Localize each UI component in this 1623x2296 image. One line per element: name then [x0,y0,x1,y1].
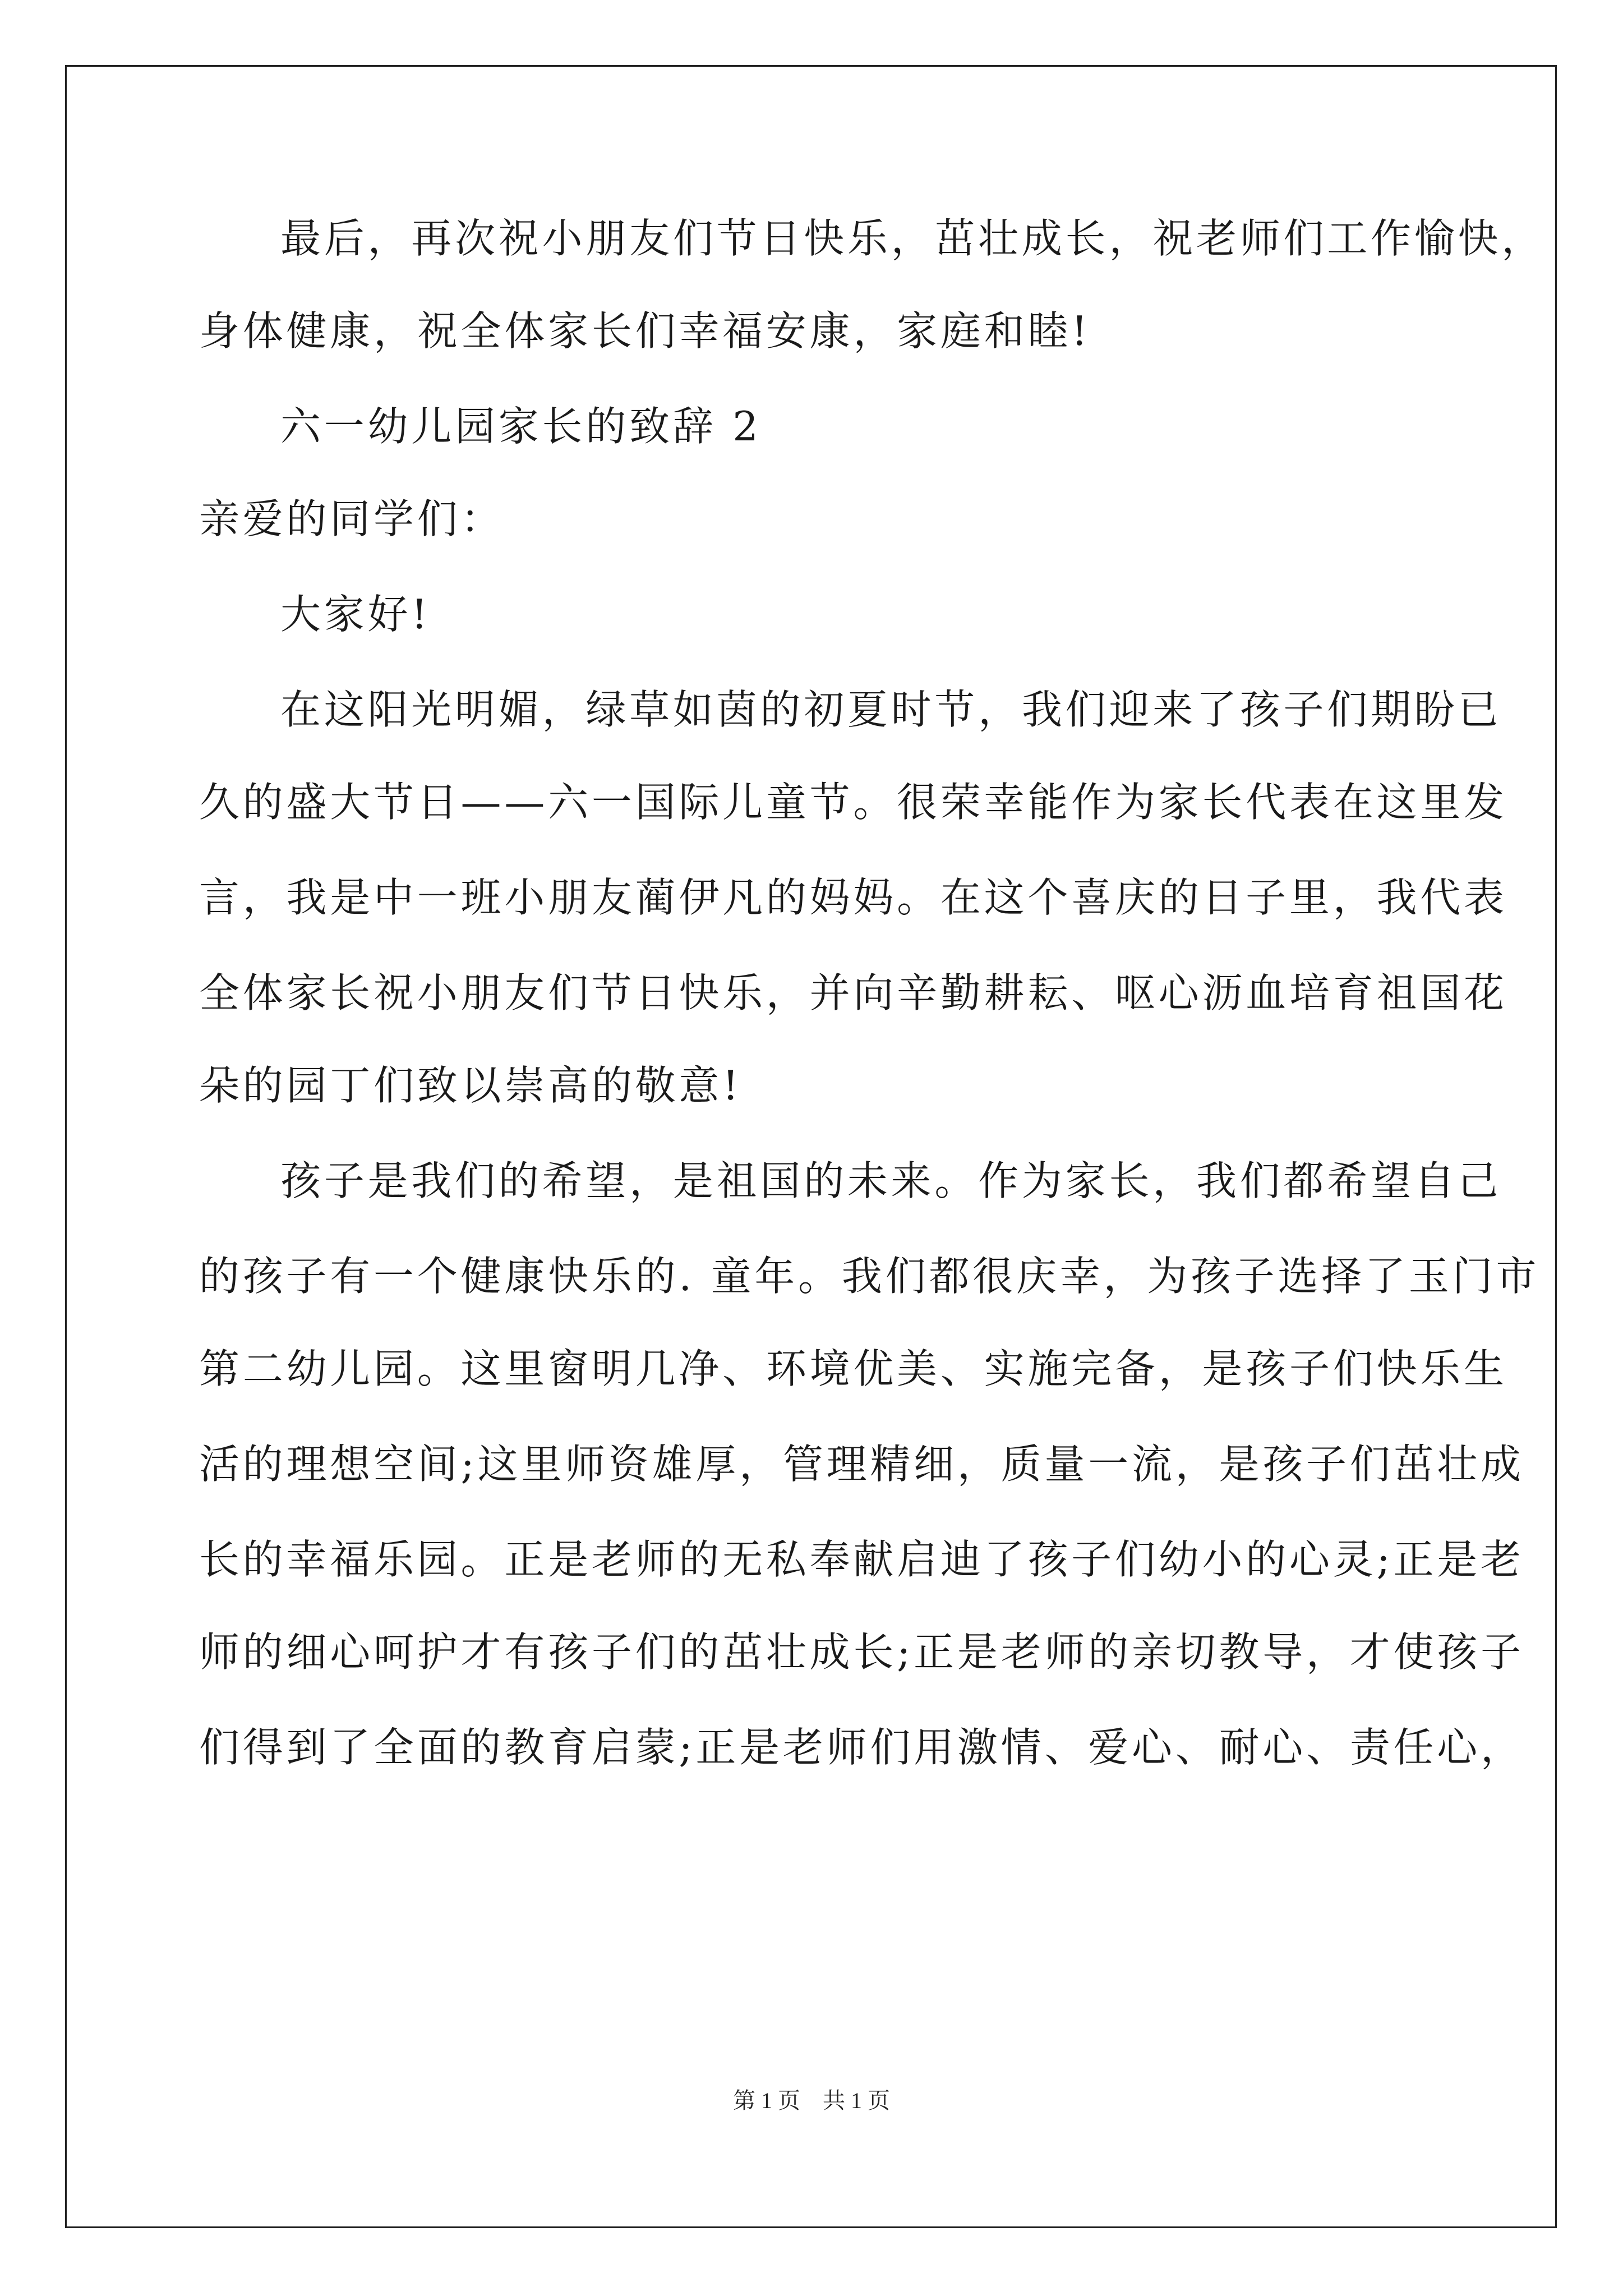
page-number: 第 1 页 共 1 页 [733,2088,890,2113]
text-line: 们得到了全面的教育启蒙;正是老师们用激情、爱心、耐心、责任心， [199,1724,1524,1771]
text-line: 的孩子有一个健康快乐的. 童年。我们都很庆幸，为孩子选择了玉门市 [199,1253,1540,1300]
text-line: 在这阳光明媚，绿草如茵的初夏时节，我们迎来了孩子们期盼已 [280,686,1502,733]
text-line: 活的理想空间;这里师资雄厚，管理精细，质量一流，是孩子们茁壮成 [199,1441,1524,1488]
text-line: 全体家长祝小朋友们节日快乐，并向辛勤耕耘、呕心沥血培育祖国花 [199,969,1507,1016]
text-line: 身体健康，祝全体家长们幸福安康，家庭和睦! [199,307,1091,355]
text-line: 孩子是我们的希望，是祖国的未来。作为家长，我们都希望自己 [280,1157,1502,1204]
text-line: 言，我是中一班小朋友蔺伊凡的妈妈。在这个喜庆的日子里，我代表 [199,874,1507,921]
text-line: 师的细心呵护才有孩子们的茁壮成长;正是老师的亲切教导，才使孩子 [199,1628,1524,1676]
text-line: 第二幼儿园。这里窗明几净、环境优美、实施完备，是孩子们快乐生 [199,1345,1507,1392]
greeting: 大家好! [280,591,431,638]
page-border [65,65,1557,2228]
text-line: 长的幸福乐园。正是老师的无私奉献启迪了孩子们幼小的心灵;正是老 [199,1536,1524,1583]
text-line: 朵的园丁们致以崇高的敬意! [199,1062,742,1109]
text-line: 久的盛大节日——六一国际儿童节。很荣幸能作为家长代表在这里发 [199,779,1507,826]
section-heading: 六一幼儿园家长的致辞 2 [280,403,762,450]
salutation: 亲爱的同学们： [199,495,505,542]
text-line: 最后，再次祝小朋友们节日快乐，茁壮成长，祝老师们工作愉快， [280,215,1546,262]
